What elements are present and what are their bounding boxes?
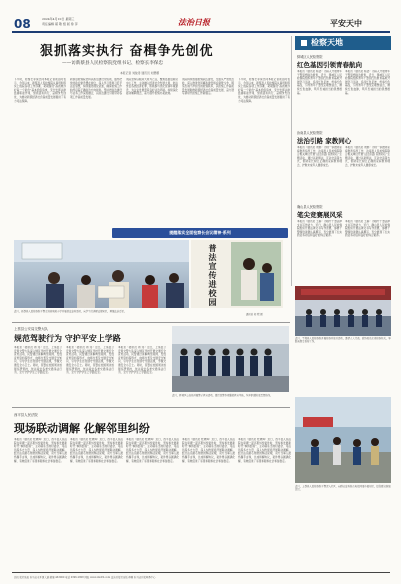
header-square-icon: [301, 40, 307, 46]
middle-rule: [12, 322, 290, 323]
middle-body-col1: 本报讯（通讯员 周 涛）近日，上蔡县公安局交警大队深入辖区学校开展交通安全宣传活动，民警通过讲解典型案例、发放宣传资料等形式，向师生普及交通安全知识，引导学生自觉遵守交通法规，争做交通安全小卫士。同时，民警在校园周边加强巡逻管控，依法查处各类交通违法行为，全力守护学生上学路安全。: [14, 346, 62, 375]
paper-logo: 法治日报: [178, 18, 210, 27]
lead-caption: 近日，新蔡县人民检察院干警走进县城某小学开展普法宣传活动，向学生们讲解法律知识，增强法治意识。: [14, 310, 127, 313]
middle-body-col3: 本报讯（通讯员 周 涛）近日，上蔡县公安局交警大队深入辖区学校开展交通安全宣传活动，民警通过讲解典型案例、发放宣传资料等形式，向师生普及交通安全知识，引导学生自觉遵守交通法规，争做交通安全小卫士。同时，民警在校园周边加强巡逻管控，依法查处各类交通违法行为，全力守护学生上学路安全。: [118, 346, 166, 375]
banner-text: 提醒落实全面检察长会议精神·系列: [169, 230, 231, 235]
masthead-rule: [12, 31, 390, 33]
lead-credit: 通讯员 刘 熙 摄: [246, 313, 263, 316]
lead-title: 狠抓落实执行 奋楫争先创优: [40, 44, 214, 59]
community-caption: 近日，上蔡县人民检察院干警深入社区，向群众宣传防范电信网络诈骗知识，提高群众防骗意识。: [295, 485, 391, 492]
lead-body-col5: 下午时，检察长李保忠同本报记者谈话时表示，今年以来，新蔡县人民检察院认真贯彻落实上级院各项工作部署，紧紧围绕“高质效办好每一个案件”基本价值追求，充分发挥法律监督职能作用，狠抓落实执行，奋楫争先创优，为推动新蔡经济社会高质量发展提供了有力司法保障。: [238, 78, 290, 103]
right-column-header: [295, 36, 391, 50]
lead-side-panel: [191, 240, 283, 308]
art2-body-a: 本报讯（通讯员 刘源）为进一步推进家庭教育指导工作，汝南县人民检察院联合相关单位开展“法治引路 家教同心”主题活动，通过以案释法、互动交流等方式，帮助家长树立正确的家庭教育理念，护航未成年人健康成长。: [297, 146, 342, 167]
lead-photo: [14, 240, 189, 308]
bottom-body-col1: 本报讯（通讯员 杜晓辉）近日，西平县人民法院在审理一起邻里纠纷案件时，坚持和发展新时代“枫桥经验”，主动联系当地村委会、司法所等多方力量，深入纠纷现场开展联动调解。经过法官耐心细致的释法说理，双方当事人最终握手言和，达成和解协议，案件得以圆满化解，有效促进了邻里和睦和社会和谐稳定。: [14, 438, 67, 463]
lead-body-col4: 该院持续加强检察队伍建设，全面从严管党治检，深入推进党风廉政建设和反腐败斗争，锻造忠诚干净担当的检察铁军，以检察工作高质量发展助推新蔡经济社会高质量发展，奋力谱写新时代检察工作新篇章。: [182, 78, 234, 96]
lead-body-col3: 该院坚持以服务大局为己任，聚焦县委县政府中心工作，主动融入经济社会发展大局，依法惩治各类经济犯罪，积极参与优化营商环境建设，为企业发展营造良好法治环境。持续深化能动履职理念，着力提升检察办案质效。: [126, 78, 178, 96]
section-title: 平安天中: [330, 19, 362, 28]
lead-byline: 本报记者 刘俊涛 通讯员 刘慧娜: [120, 71, 160, 75]
police-caption: 近日，驿城区公安局开展警示教育活动，组织民警参观廉政教育基地，筑牢拒腐防变思想防线。: [172, 394, 273, 397]
art3-source: 确山县人民检察院: [297, 205, 323, 209]
side-photo: [231, 242, 281, 306]
bottom-source: 西平县人民法院: [14, 413, 38, 417]
classroom-scene: [14, 240, 189, 308]
art1-source: 驿城区人民检察院: [297, 55, 323, 59]
open-day-photo: [295, 286, 391, 336]
bottom-body-col4: 本报讯（通讯员 杜晓辉）近日，西平县人民法院在审理一起邻里纠纷案件时，坚持和发展新时代“枫桥经验”，主动联系当地村委会、司法所等多方力量，深入纠纷现场开展联动调解。经过法官耐心细致的释法说理，双方当事人最终握手言和，达成和解协议，案件得以圆满化解，有效促进了邻里和睦和社会和谐稳定。: [182, 438, 235, 463]
police-photo: [172, 326, 289, 392]
bottom-body-col5: 本报讯（通讯员 杜晓辉）近日，西平县人民法院在审理一起邻里纠纷案件时，坚持和发展新时代“枫桥经验”，主动联系当地村委会、司法所等多方力量，深入纠纷现场开展联动调解。经过法官耐心细致的释法说理，双方当事人最终握手言和，达成和解协议，案件得以圆满化解，有效促进了邻里和睦和社会和谐稳定。: [238, 438, 291, 463]
lead-subtitle: ——访新蔡县人民检察院党组书记、检察长李保忠: [62, 61, 164, 66]
footer-text: 总机 报社地址 驻马店市开源大道 邮编 463000 电话 0396-2808 网址 www.zmdrb.com 法治日报社出版 印刷 驻马店日报印务中心: [14, 576, 156, 579]
outdoor-scene: [295, 397, 391, 483]
footer-rule: [12, 572, 390, 573]
middle-source: 上蔡县公安局交警大队: [14, 327, 48, 331]
bottom-rule: [12, 407, 290, 408]
bottom-title: 现场联动调解 化解邻里纠纷: [14, 422, 150, 435]
editor-line: 责任编辑 郝 敬 组 版 徐 萍: [42, 22, 78, 26]
art2-title: 法治引路 家教同心: [297, 137, 352, 145]
police-scene: [172, 326, 289, 392]
column-divider: [291, 36, 292, 286]
lead-banner: [112, 228, 288, 238]
hall-scene: [295, 286, 391, 336]
page-number: 08: [14, 17, 31, 31]
community-photo: [295, 397, 391, 483]
art3-body-a: 本报讯（通讯员 王娟）为提升干警法律文书写作能力，近日，确山县人民检察院组织开展法律文书写作竞赛，参赛干警围绕案例认真撰写，充分展现了扎实的业务功底和良好的综合素养。: [297, 220, 342, 238]
side-vertical-text: 普法宣传进校园: [208, 244, 218, 307]
art2-source: 汝南县人民检察院: [297, 131, 323, 135]
header-label: 检察天地: [311, 38, 343, 47]
bottom-body-col3: 本报讯（通讯员 杜晓辉）近日，西平县人民法院在审理一起邻里纠纷案件时，坚持和发展新时代“枫桥经验”，主动联系当地村委会、司法所等多方力量，深入纠纷现场开展联动调解。经过法官耐心细致的释法说理，双方当事人最终握手言和，达成和解协议，案件得以圆满化解，有效促进了邻里和睦和社会和谐稳定。: [126, 438, 179, 463]
art1-body-b: 本报讯（通讯员 杨洁）为深入开展青年干警思想政治教育，近日，驿城区人民检察院组织青年干警到红色教育基地开展学习活动，追寻红色足迹，传承红色基因，引导青年干警坚定理想信念，赓续红色血脉，筑牢忠诚担当的思想根基。: [345, 70, 390, 95]
bottom-body-col2: 本报讯（通讯员 杜晓辉）近日，西平县人民法院在审理一起邻里纠纷案件时，坚持和发展新时代“枫桥经验”，主动联系当地村委会、司法所等多方力量，深入纠纷现场开展联动调解。经过法官耐心细致的释法说理，双方当事人最终握手言和，达成和解协议，案件得以圆满化解，有效促进了邻里和睦和社会和谐稳定。: [70, 438, 123, 463]
art1-body-a: 本报讯（通讯员 杨洁）为深入开展青年干警思想政治教育，近日，驿城区人民检察院组织青年干警到红色教育基地开展学习活动，追寻红色足迹，传承红色基因，引导青年干警坚定理想信念，赓续红色血脉，筑牢忠诚担当的思想根基。: [297, 70, 342, 95]
art2-body-b: 本报讯（通讯员 刘源）为进一步推进家庭教育指导工作，汝南县人民检察院联合相关单位开展“法治引路 家教同心”主题活动，通过以案释法、互动交流等方式，帮助家长树立正确的家庭教育理念，护航未成年人健康成长。: [345, 146, 390, 167]
art3-body-b: 本报讯（通讯员 王娟）为提升干警法律文书写作能力，近日，确山县人民检察院组织开展法律文书写作竞赛，参赛干警围绕案例认真撰写，充分展现了扎实的业务功底和良好的综合素养。: [345, 220, 390, 238]
lead-body-col1: 下午时，检察长李保忠同本报记者谈话时表示，今年以来，新蔡县人民检察院认真贯彻落实上级院各项工作部署，紧紧围绕“高质效办好每一个案件”基本价值追求，充分发挥法律监督职能作用，狠抓落实执行，奋楫争先创优，为推动新蔡经济社会高质量发展提供了有力司法保障。: [14, 78, 66, 103]
middle-title: 规范驾驶行为 守护平安上学路: [14, 333, 121, 343]
open-day-caption: 近日，平舆县人民检察院开展检察开放日活动，邀请人大代表、政协委员走进检察机关，零距离感受检察工作。: [295, 337, 391, 344]
art3-title: 笔尖竞赛展风采: [297, 211, 343, 219]
lead-body-col2: 新蔡县检察院坚持以政治建设为统领，始终把党的政治建设摆在首位，深入学习贯彻习近平法治思想，持续强化理论武装，确保检察工作始终沿着正确政治方向前进。坚持把政治建设与业务工作深度融合，以政治建设引领带动各项工作高质量发展。: [70, 78, 122, 99]
middle-body-col2: 本报讯（通讯员 周 涛）近日，上蔡县公安局交警大队深入辖区学校开展交通安全宣传活动，民警通过讲解典型案例、发放宣传资料等形式，向师生普及交通安全知识，引导学生自觉遵守交通法规，争做交通安全小卫士。同时，民警在校园周边加强巡逻管控，依法查处各类交通违法行为，全力守护学生上学路安全。: [66, 346, 114, 375]
art1-title: 红色基因引领青春航向: [297, 61, 362, 69]
date-line: 2024年4月10日 星期三: [42, 17, 75, 21]
